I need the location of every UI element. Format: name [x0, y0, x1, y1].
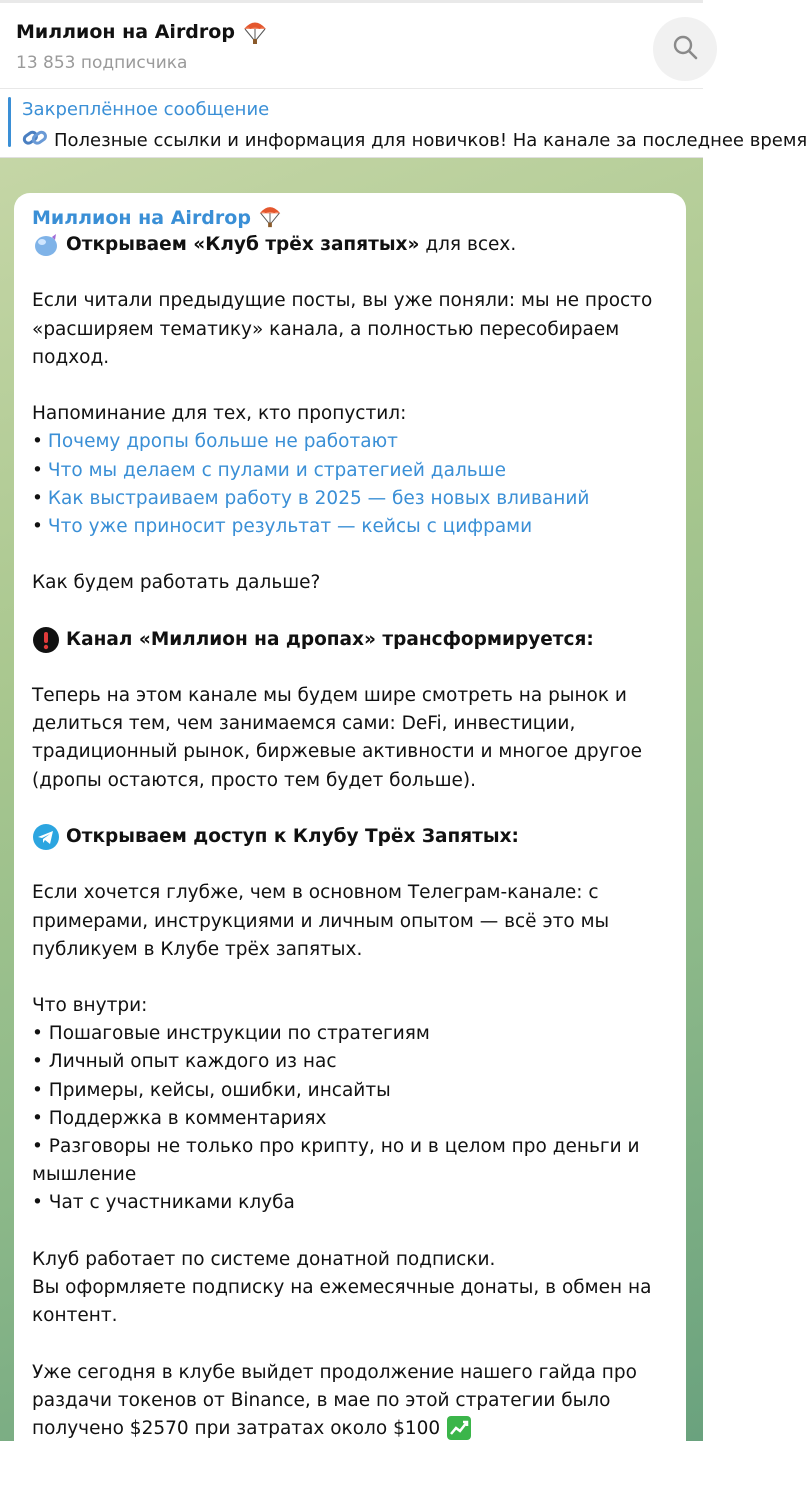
subscription-line: Вы оформляете подписку на ежемесячные донаты, в обмен на — [32, 1276, 652, 1298]
channel-title-text: Миллион на Airdrop — [16, 21, 235, 43]
section1-line: (дропы остаются, просто тем будет больше). — [32, 769, 477, 791]
pinned-title: Закреплённое сообщение — [22, 99, 270, 120]
intro-line: подход. — [32, 346, 110, 368]
message-bubble[interactable] — [14, 193, 686, 1493]
reminder-link[interactable]: Почему дропы больше не работают — [47, 431, 398, 453]
reminder-link[interactable]: Как выстраиваем работу в 2025 — без новых вливаний — [47, 487, 590, 509]
message-sender[interactable] — [32, 205, 668, 231]
chat-background — [0, 158, 703, 1441]
headline — [32, 231, 668, 259]
parachute-icon — [257, 203, 283, 234]
section1-line: традиционный рынок, биржевые активности и многое другое — [32, 741, 642, 763]
inside-item: • Примеры, кейсы, ошибки, инсайты — [32, 1079, 391, 1101]
reminder-item: • Как выстраиваем работу в 2025 — без новых вливаний — [32, 485, 668, 513]
pinned-indicator — [8, 97, 11, 147]
subscriber-count: 13 853 подписчика — [16, 53, 188, 73]
today-text: получено $2570 при затратах около $100 — [32, 1417, 441, 1439]
section2-line: примерами, инструкциями и личным опытом — всё это мы — [32, 910, 610, 932]
alert-circle-icon — [32, 626, 60, 654]
pinned-text — [22, 127, 807, 154]
reminder-link[interactable]: Что уже приносит результат — кейсы с цифрами — [47, 515, 533, 537]
sender-name: Миллион на Airdrop — [32, 207, 251, 229]
section2-line: Если хочется глубже, чем в основном Телеграм-канале: с — [32, 882, 599, 904]
search-icon — [672, 34, 698, 64]
reminder-item: • Что уже приносит результат — кейсы с цифрами — [32, 513, 668, 541]
question-line: Как будем работать дальше? — [32, 572, 321, 594]
inside-item: • Личный опыт каждого из нас — [32, 1051, 337, 1073]
subscription-line: Клуб работает по системе донатной подписки. — [32, 1248, 496, 1270]
chat-header — [0, 0, 703, 88]
inside-item: • Поддержка в комментариях — [32, 1107, 327, 1129]
section2-title — [32, 823, 668, 851]
section1-line: Теперь на этом канале мы будем шире смотреть на рынок и — [32, 685, 627, 706]
today-line-last — [32, 1415, 668, 1443]
headline-rest: для всех. — [419, 234, 517, 255]
reminder-label: Напоминание для тех, кто пропустил: — [32, 403, 407, 425]
channel-title[interactable] — [16, 18, 269, 46]
section1-title — [32, 626, 668, 654]
inside-item: • Чат с участниками клуба — [32, 1192, 295, 1214]
inside-item: • Разговоры не только про крипту, но и в целом про деньги и — [32, 1136, 640, 1157]
intro-line: «расширяем тематику» канала, а полностью пересобираем — [32, 318, 620, 340]
section1-line: делиться тем, чем занимаемся сами: DeFi, инвестиции, — [32, 713, 576, 735]
intro-line: Если читали предыдущие посты, вы уже поняли: мы не просто — [32, 290, 653, 312]
link-icon — [22, 127, 48, 154]
pinned-text-content: Полезные ссылки и информация для новичков! На канале за последнее время — [54, 130, 807, 151]
inside-item: мышление — [32, 1164, 137, 1186]
section1-title-text: Канал «Миллион на дропах» трансформируется: — [66, 628, 594, 650]
chart-up-icon — [446, 1415, 474, 1443]
today-line: раздачи токенов от Binance, в мае по этой стратегии было — [32, 1389, 611, 1411]
reminder-item: • Что мы делаем с пулами и стратегией дальше — [32, 457, 668, 485]
inside-item: • Пошаговые инструкции по стратегиям — [32, 1023, 430, 1045]
section2-title-text: Открываем доступ к Клубу Трёх Запятых: — [66, 825, 519, 847]
pinned-message-bar[interactable] — [0, 88, 807, 158]
section2-line: публикуем в Клубе трёх запятых. — [32, 938, 363, 960]
telegram-icon — [32, 823, 60, 851]
inside-label: Что внутри: — [32, 995, 148, 1017]
subscription-line: контент. — [32, 1305, 118, 1327]
crystal-gem-icon — [32, 231, 60, 259]
headline-bold: Открываем «Клуб трёх запятых» — [66, 234, 420, 255]
message-text — [32, 231, 668, 1443]
reminder-item: • Почему дропы больше не работают — [32, 428, 668, 456]
search-button[interactable] — [653, 17, 717, 81]
today-line: Уже сегодня в клубе выйдет продолжение нашего гайда про — [32, 1361, 637, 1383]
parachute-icon — [241, 18, 269, 46]
reminder-link[interactable]: Что мы делаем с пулами и стратегией дальше — [47, 459, 506, 481]
